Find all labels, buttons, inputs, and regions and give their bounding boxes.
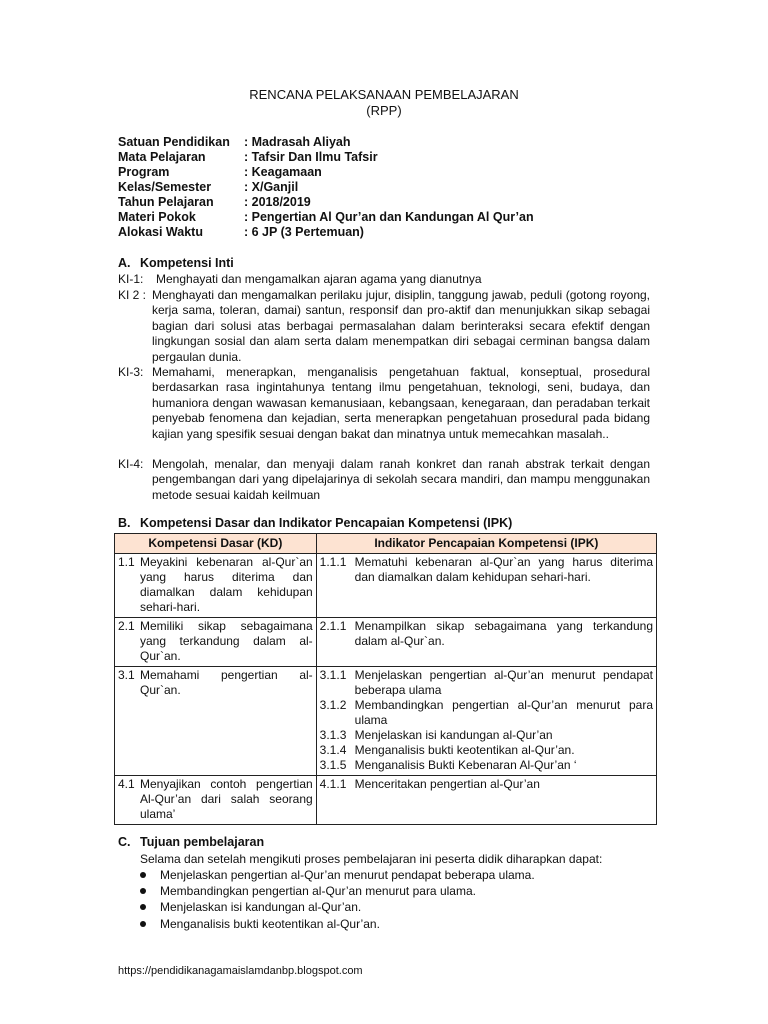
ki-text: Memahami, menerapkan, menganalisis pengetahuan faktual, konseptual, prosedural berdasarkan rasa ingintahunya tentang ilmu pengetahuan, teknologi, seni, budaya, dan humaniora dengan wawasan kemanusiaan, kebangsaan, kenegaraan, dan peradaban terkait penyebab fenomena dan kejadian, serta menerapkan pengetahuan prosedural pada bidang kajian yang spesifik sesuai dengan bakat dan minatnya untuk memecahkan masalah.. — [152, 365, 650, 441]
bullet-icon — [140, 888, 146, 894]
ipk-number: 3.1.2 — [319, 698, 347, 712]
column-header-ipk: Indikator Pencapaian Kompetensi (IPK) — [316, 534, 656, 554]
table-row — [115, 618, 657, 667]
section-b-heading — [118, 516, 512, 530]
ipk-number: 3.1.3 — [319, 728, 347, 742]
section-a-heading — [118, 256, 234, 270]
bullet-icon — [140, 872, 146, 878]
section-letter: B. — [118, 516, 131, 530]
identity-label: Alokasi Waktu — [118, 225, 203, 239]
identity-value: : Tafsir Dan Ilmu Tafsir — [244, 150, 378, 164]
bullet-icon — [140, 904, 146, 910]
section-title: Kompetensi Inti — [140, 256, 234, 270]
kd-cell — [115, 667, 317, 776]
kd-text: Menyajikan contoh pengertian Al-Qur’an dari salah seorang ulama’ — [140, 777, 313, 821]
ipk-text: Menganalisis Bukti Kebenaran Al-Qur’an ‘ — [354, 758, 577, 772]
ki-code: KI 2 : — [118, 288, 147, 302]
ki-text: Menghayati dan mengamalkan ajaran agama yang dianutnya — [156, 272, 482, 286]
ipk-text: Mematuhi kebenaran al-Qur`an yang harus diterima dan diamalkan dalam kehidupan sehari-hari. — [354, 555, 653, 584]
identity-label: Tahun Pelajaran — [118, 195, 214, 209]
ipk-text: Menganalisis bukti keotentikan al-Qur’an. — [354, 743, 575, 757]
identity-value: : Pengertian Al Qur’an dan Kandungan Al Qur’an — [244, 210, 534, 224]
kd-cell — [115, 618, 317, 667]
kd-cell — [115, 554, 317, 618]
identity-value: : 2018/2019 — [244, 195, 311, 209]
identity-label: Program — [118, 165, 170, 179]
list-item — [140, 867, 535, 883]
ipk-text: Membandingkan pengertian al-Qur’an menurut para ulama — [354, 698, 653, 727]
ipk-cell — [316, 618, 656, 667]
kd-number: 4.1 — [118, 777, 135, 791]
ipk-number: 3.1.1 — [319, 668, 347, 682]
ipk-text: Menampilkan sikap sebagaimana yang terkandung dalam al-Qur`an. — [354, 619, 653, 648]
section-letter: A. — [118, 256, 131, 270]
column-header-kd: Kompetensi Dasar (KD) — [115, 534, 317, 554]
ipk-cell — [316, 667, 656, 776]
ipk-number: 3.1.5 — [319, 758, 347, 772]
identity-value: : X/Ganjil — [244, 180, 299, 194]
ipk-cell — [316, 776, 656, 825]
identity-value: : Keagamaan — [244, 165, 322, 179]
list-item-text: Menjelaskan isi kandungan al-Qur’an. — [160, 900, 362, 914]
identity-label: Satuan Pendidikan — [118, 135, 230, 149]
identity-label: Kelas/Semester — [118, 180, 212, 194]
list-item-text: Menganalisis bukti keotentikan al-Qur’an. — [160, 917, 380, 931]
kd-text: Memahami pengertian al-Qur`an. — [140, 668, 313, 697]
list-item — [140, 916, 380, 932]
ipk-number: 4.1.1 — [319, 777, 347, 791]
identity-value: : Madrasah Aliyah — [244, 135, 351, 149]
ki-item — [118, 365, 650, 442]
kd-number: 3.1 — [118, 668, 135, 682]
ki-code: KI-4: — [118, 457, 144, 471]
ki-code: KI-1: — [118, 272, 144, 286]
kd-cell — [115, 776, 317, 825]
document-subtitle: (RPP) — [366, 103, 402, 118]
table-row — [115, 667, 657, 776]
bullet-icon — [140, 921, 146, 927]
identity-label: Materi Pokok — [118, 210, 196, 224]
ipk-number: 3.1.4 — [319, 743, 347, 757]
identity-label: Mata Pelajaran — [118, 150, 206, 164]
ki-item — [118, 288, 650, 365]
ipk-text: Menjelaskan pengertian al-Qur’an menurut pendapat beberapa ulama — [354, 668, 653, 697]
section-c-heading — [118, 835, 264, 849]
list-item-text: Menjelaskan pengertian al-Qur’an menurut pendapat beberapa ulama. — [160, 868, 535, 882]
section-letter: C. — [118, 835, 131, 849]
kd-ipk-table — [114, 533, 657, 825]
ipk-text: Menjelaskan isi kandungan al-Qur’an — [354, 728, 553, 742]
ki-code: KI-3: — [118, 365, 144, 379]
ki-text: Menghayati dan mengamalkan perilaku jujur, disiplin, tanggung jawab, peduli (gotong royong, kerja sama, toleran, damai) santun, responsif dan pro-aktif dan menunjukkan sikap sebagai bagian dari solusi atas berbagai permasalahan dalam berinteraksi secara efektif dengan lingkungan sosial dan alam serta dalam menempatkan diri sebagai cerminan bangsa dalam pergaulan dunia. — [152, 288, 650, 364]
kd-text: Memiliki sikap sebagaimana yang terkandung dalam al-Qur`an. — [140, 619, 313, 663]
table-row — [115, 776, 657, 825]
ki-item — [118, 457, 650, 503]
table-row — [115, 554, 657, 618]
kd-text: Meyakini kebenaran al-Qur`an yang harus diterima dan diamalkan dalam kehidupan sehari-hari. — [140, 555, 313, 614]
ipk-number: 1.1.1 — [319, 555, 347, 569]
objective-intro: Selama dan setelah mengikuti proses pembelajaran ini peserta didik diharapkan dapat: — [140, 852, 603, 866]
list-item-text: Membandingkan pengertian al-Qur’an menurut para ulama. — [160, 884, 476, 898]
kd-number: 2.1 — [118, 619, 135, 633]
section-title: Tujuan pembelajaran — [140, 835, 265, 849]
document-title: RENCANA PELAKSANAAN PEMBELAJARAN — [249, 87, 519, 102]
footer-url: https://pendidikanagamaislamdanbp.blogspot.com — [118, 965, 363, 977]
identity-value: : 6 JP (3 Pertemuan) — [244, 225, 364, 239]
ipk-text: Menceritakan pengertian al-Qur’an — [354, 777, 540, 791]
ki-item — [118, 272, 650, 287]
kd-number: 1.1 — [118, 555, 135, 569]
section-title: Kompetensi Dasar dan Indikator Pencapaian Kompetensi (IPK) — [140, 516, 513, 530]
table-header-row — [115, 534, 657, 554]
list-item — [140, 883, 476, 899]
ki-text: Mengolah, menalar, dan menyaji dalam ranah konkret dan ranah abstrak terkait dengan pengembangan dari yang dipelajarinya di sekolah secara mandiri, dan mampu menggunakan metode sesuai kaidah keilmuan — [152, 457, 650, 502]
ipk-number: 2.1.1 — [319, 619, 347, 633]
list-item — [140, 899, 361, 915]
ipk-cell — [316, 554, 656, 618]
